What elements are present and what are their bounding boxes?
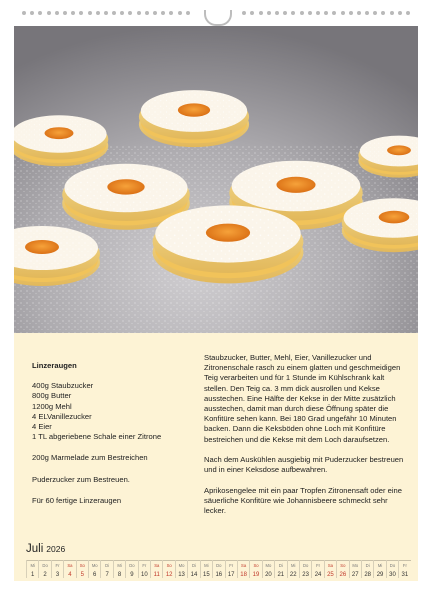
binding-holes-left [22, 11, 190, 15]
calendar-day [225, 560, 237, 578]
binding-hole [390, 11, 394, 15]
ingredient-line: 1200g Mehl [32, 401, 72, 411]
day-number: 1 [31, 572, 35, 578]
weekday-label: Mi [117, 563, 122, 568]
binding-hole [186, 11, 190, 15]
weekday-label: Do [129, 563, 135, 568]
calendar-day [162, 560, 174, 578]
calendar-days [26, 560, 411, 578]
ingredient-line: 4 Eier [32, 422, 52, 432]
binding-hole [332, 11, 336, 15]
binding-hole [250, 11, 254, 15]
day-number: 20 [265, 572, 272, 578]
calendar-day [336, 560, 348, 578]
day-number: 5 [80, 572, 84, 578]
month-calendar [14, 533, 418, 581]
day-number: 31 [401, 572, 409, 578]
day-number: 14 [190, 572, 198, 578]
sugar-line: Puderzucker zum Bestreuen. [32, 474, 130, 484]
calendar-day [100, 560, 112, 578]
binding-hole [242, 11, 246, 15]
binding-hole [300, 11, 304, 15]
weekday-label: Fr [55, 563, 60, 568]
recipe-title: Linzeraugen [32, 361, 77, 370]
weekday-label: Mo [265, 563, 272, 568]
instructions-paragraph: Staubzucker, Butter, Mehl, Eier, Vanillezucker und Zitronenschale rasch zu einem glatten und geschmeidigen Teig verarbeiten und für 1 Stunde im Kühlschrank kalt stellen. Den Teig ca. 3 mm dick ausrollen und Kekse ausstechen. Eine Hälfte der Kekse in der Mitte zusätzlich ausstechen, damit man durch diese Öffnung später die Konfitüre sehen kann. Bei 180 Grad ungefähr 10 Minuten backen. Dann die Keksböden ohne Loch mit Konfitüre bestreichen und die Kekse mit dem Loch daraufsetzen. [204, 353, 401, 444]
binding-hole [104, 11, 108, 15]
calendar-day [63, 560, 75, 578]
day-number: 26 [339, 572, 347, 578]
binding-hole [63, 11, 67, 15]
day-number: 16 [215, 572, 223, 578]
calendar-day [324, 560, 336, 578]
binding-hole [398, 11, 402, 15]
day-number: 30 [389, 572, 396, 578]
calendar-day [150, 560, 162, 578]
weekday-label: Do [302, 563, 309, 568]
binding-hole [153, 11, 157, 15]
weekday-label: Di [365, 563, 370, 568]
calendar-day [373, 560, 385, 578]
jam-line: 200g Marmelade zum Bestreichen [32, 453, 148, 463]
day-number: 21 [277, 572, 285, 578]
weekday-label: So [79, 563, 85, 568]
binding-hole [324, 11, 328, 15]
calendar-day [299, 560, 311, 578]
binding-hole [341, 11, 345, 15]
calendar-day [249, 560, 261, 578]
weekday-label: Do [216, 563, 222, 568]
calendar-day [262, 560, 274, 578]
weekday-label: Di [105, 563, 110, 568]
weekday-label: Mi [377, 563, 383, 568]
ingredient-line: 800g Butter [32, 391, 72, 401]
calendar-day [274, 560, 286, 578]
binding-hole [259, 11, 263, 15]
weekday-label: Sa [327, 563, 333, 568]
weekday-label: So [253, 563, 259, 568]
weekday-label: Fr [402, 563, 407, 568]
binding-hole [96, 11, 100, 15]
binding-hole [79, 11, 83, 15]
month-name: Juli [26, 543, 44, 555]
calendar-day [386, 560, 398, 578]
binding-hole [373, 11, 377, 15]
binding-hole [137, 11, 141, 15]
calendar-day [212, 560, 224, 578]
weekday-label: Fr [316, 563, 321, 568]
cookie-photo-illustration [14, 26, 418, 333]
binding-hole [169, 11, 173, 15]
calendar-day [76, 560, 88, 578]
day-number: 4 [68, 572, 72, 578]
weekday-label: Mi [204, 563, 209, 568]
weekday-label: Do [389, 563, 396, 568]
instructions-column [204, 353, 404, 526]
weekday-label: Di [278, 563, 283, 568]
instructions-paragraph: Aprikosengelee mit ein paar Tropfen Zitronensaft oder eine säuerliche Konfitüre wie Johannisbeere schmeckt sehr lecker. [204, 485, 402, 516]
weekday-label: Fr [142, 563, 147, 568]
day-number: 25 [327, 572, 334, 578]
binding-hole [55, 11, 59, 15]
day-number: 29 [376, 572, 384, 578]
day-number: 22 [289, 572, 297, 578]
binding-hole [47, 11, 51, 15]
calendar-day [113, 560, 125, 578]
binding-hole [365, 11, 369, 15]
weekday-label: Sa [67, 563, 73, 568]
calendar-day [125, 560, 137, 578]
day-number: 19 [252, 572, 260, 578]
day-number: 17 [227, 572, 235, 578]
binding-hole [22, 11, 26, 15]
binding-hole [291, 11, 295, 15]
weekday-label: Fr [229, 563, 234, 568]
day-number: 13 [178, 572, 185, 578]
cookie-photo [14, 26, 418, 333]
binding-hole [178, 11, 182, 15]
binding-hole [406, 11, 410, 15]
day-number: 18 [240, 572, 247, 578]
calendar-day [138, 560, 150, 578]
weekday-label: So [166, 563, 172, 568]
binding-hole [275, 11, 279, 15]
binding-hole [349, 11, 353, 15]
calendar-day [88, 560, 100, 578]
day-number: 10 [141, 572, 148, 578]
yield-line: Für 60 fertige Linzeraugen [32, 495, 122, 505]
weekday-label: Mo [178, 563, 185, 568]
weekday-label: Di [191, 563, 196, 568]
day-number: 9 [130, 572, 134, 578]
calendar-day [38, 560, 50, 578]
day-number: 3 [55, 572, 60, 578]
binding-hole [161, 11, 165, 15]
binding-hole [308, 11, 312, 15]
binding-hole [145, 11, 149, 15]
calendar-day [311, 560, 323, 578]
day-number: 27 [351, 572, 359, 578]
ingredient-line: 1 TL abgeriebene Schale einer Zitrone [32, 432, 162, 442]
ingredient-line: 4 ELVanillezucker [32, 411, 92, 421]
calendar-day [237, 560, 249, 578]
binding-hole [120, 11, 124, 15]
weekday-label: Sa [241, 563, 247, 568]
day-number: 6 [93, 572, 97, 578]
day-number: 23 [302, 572, 309, 578]
binding-hole [316, 11, 320, 15]
weekday-label: So [340, 563, 346, 568]
weekday-label: Mi [291, 563, 296, 568]
day-number: 24 [314, 572, 322, 578]
calendar-day [349, 560, 361, 578]
day-number: 28 [364, 572, 371, 578]
day-number: 15 [203, 572, 210, 578]
binding-hole [112, 11, 116, 15]
calendar-day [361, 560, 373, 578]
year-label: 2026 [46, 544, 66, 554]
binding-hole [357, 11, 361, 15]
calendar-day [398, 560, 410, 578]
recipe-panel [14, 333, 418, 533]
weekday-label: Sa [154, 563, 160, 568]
instructions-paragraph: Nach dem Auskühlen ausgiebig mit Puderzucker bestreuen und in einer Keksdose aufbewahren. [204, 455, 404, 475]
binding-hole [267, 11, 271, 15]
day-number: 11 [153, 572, 160, 578]
day-number: 2 [43, 572, 47, 578]
binding-hole [128, 11, 132, 15]
weekday-label: Mo [91, 563, 98, 568]
binding-holes-right [242, 11, 410, 15]
binding-hole [88, 11, 92, 15]
day-number: 7 [105, 572, 109, 578]
ingredient-line: 400g Staubzucker [32, 381, 94, 391]
binding-hole [30, 11, 34, 15]
binding-hole [283, 11, 287, 15]
calendar-day [187, 560, 199, 578]
calendar-day [51, 560, 63, 578]
weekday-label: Mo [352, 563, 359, 568]
calendar-day [287, 560, 299, 578]
day-number: 12 [165, 572, 173, 578]
weekday-label: Do [42, 563, 48, 568]
month-title [26, 543, 65, 555]
day-number: 8 [117, 572, 122, 578]
weekday-label: Mi [30, 563, 35, 568]
calendar-day [200, 560, 212, 578]
binding-hole [71, 11, 75, 15]
calendar-day [26, 560, 38, 578]
binding-hole [381, 11, 385, 15]
binding-hole [38, 11, 42, 15]
calendar-day [175, 560, 187, 578]
ingredients-column [32, 361, 202, 506]
